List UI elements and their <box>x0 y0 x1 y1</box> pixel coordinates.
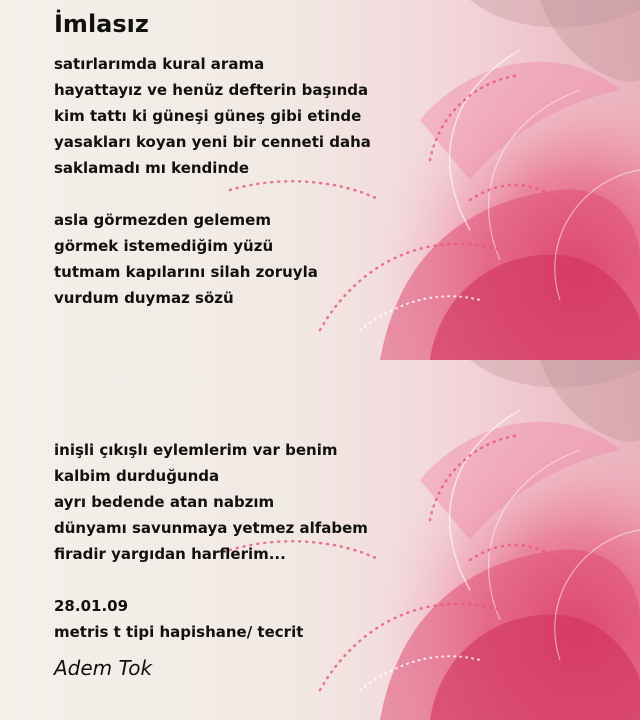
poem-line: görmek istemediğim yüzü <box>54 237 274 255</box>
poem-footer <box>54 593 303 645</box>
poem-line: yasakları koyan yeni bir cenneti daha <box>54 133 371 151</box>
poem-line: kalbim durduğunda <box>54 467 220 485</box>
poem-card-bottom <box>0 360 640 720</box>
poem-line: tutmam kapılarını silah zoruyla <box>54 263 318 281</box>
poem-line: ayrı bedende atan nabzım <box>54 493 275 511</box>
poem-line: inişli çıkışlı eylemlerim var benim <box>54 441 338 459</box>
poem-line: dünyamı savunmaya yetmez alfabem <box>54 519 368 537</box>
poem-line: kim tattı ki güneşi güneş gibi etinde <box>54 107 362 125</box>
poem-line: vurdum duymaz sözü <box>54 289 234 307</box>
stanza-2 <box>54 207 318 311</box>
poem-location: metris t tipi hapishane/ tecrit <box>54 623 304 641</box>
poem-date: 28.01.09 <box>54 597 129 615</box>
poem-line: hayattayız ve henüz defterin başında <box>54 81 369 99</box>
stanza-1 <box>54 51 371 181</box>
poem-title: İmlasız <box>54 10 149 38</box>
poem-line: saklamadı mı kendinde <box>54 159 250 177</box>
author-name: Adem Tok <box>54 656 153 680</box>
stanza-3 <box>54 437 368 567</box>
poem-line: satırlarımda kural arama <box>54 55 265 73</box>
poem-line: asla görmezden gelemem <box>54 211 271 229</box>
poem-line: firadir yargıdan harflerim... <box>54 545 286 563</box>
